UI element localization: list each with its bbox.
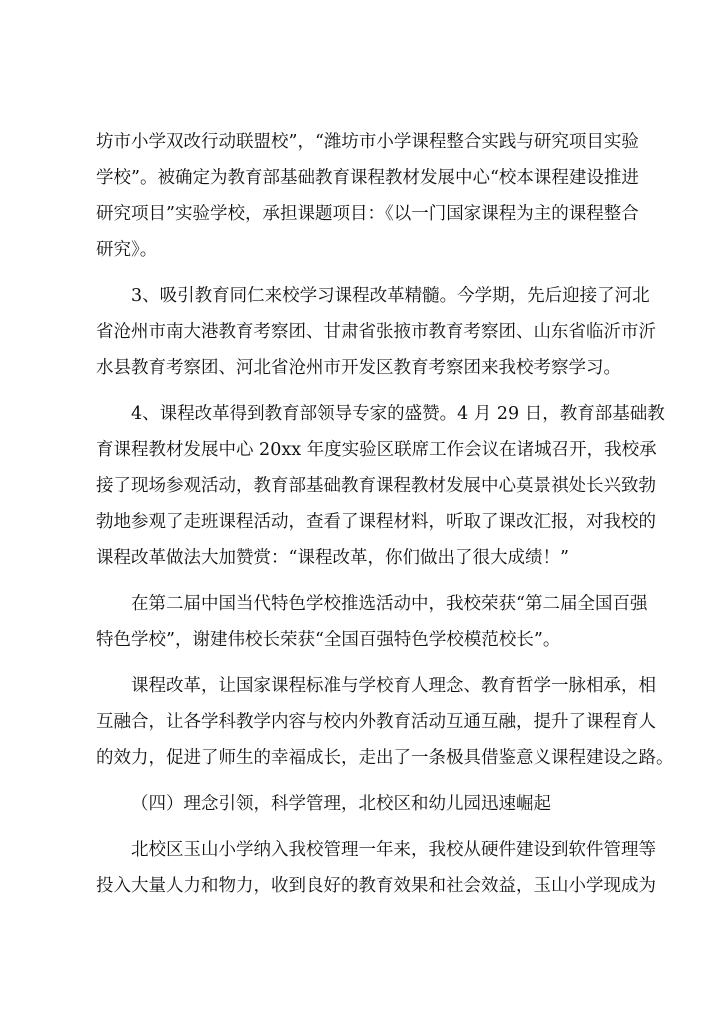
text-line: 育课程教材发展中心 20xx 年度实验区联席工作会议在诸城召开，我校承 [96, 440, 657, 460]
text-line: 投入大量人力和物力，收到良好的教育效果和社会效益，玉山小学现成为 [96, 876, 656, 896]
text-line: 互融合，让各学科教学内容与校内外教育活动互通互融，提升了课程育人 [96, 712, 656, 732]
text-line: 课程改革，让国家课程标准与学校育人理念、教育哲学一脉相承，相 [131, 676, 656, 696]
text-line: 水县教育考察团、河北省沧州市开发区教育考察团来我校考察学习。 [96, 358, 621, 378]
text-line: 北校区玉山小学纳入我校管理一年来，我校从硬件建设到软件管理等 [131, 840, 656, 860]
text-line: 省沧州市南大港教育考察团、甘肃省张掖市教育考察团、山东省临沂市沂 [96, 322, 656, 342]
text-line: 研究》。 [96, 240, 158, 260]
section-heading: （四）理念引领，科学管理，北校区和幼儿园迅速崛起 [131, 794, 551, 814]
text-line: 3、吸引教育同仁来校学习课程改革精髓。今学期，先后迎接了河北 [131, 286, 650, 306]
text-line: 特色学校”，谢建伟校长荣获“全国百强特色学校模范校长”。 [96, 630, 561, 650]
text-line: 4、课程改革得到教育部领导专家的盛赞。4 月 29 日，教育部基础教 [131, 404, 665, 424]
text-line: 在第二届中国当代特色学校推选活动中，我校荣获“第二届全国百强 [131, 594, 648, 614]
text-line: 的效力，促进了师生的幸福成长，走出了一条极具借鉴意义课程建设之路。 [96, 748, 674, 768]
text-line: 研究项目”实验学校，承担课题项目：《以一门国家课程为主的课程整合 [96, 204, 639, 224]
text-line: 勃地参观了走班课程活动，查看了课程材料，听取了课改汇报，对我校的 [96, 512, 656, 532]
text-line: 坊市小学双改行动联盟校”，“潍坊市小学课程整合实践与研究项目实验 [96, 132, 639, 152]
text-line: 接了现场参观活动，教育部基础教育课程教材发展中心莫景祺处长兴致勃 [96, 476, 656, 496]
text-line: 课程改革做法大加赞赏：“课程改革，你们做出了很大成绩！” [96, 548, 569, 568]
text-line: 学校”。被确定为教育部基础教育课程教材发展中心“校本课程建设推进 [96, 168, 639, 188]
